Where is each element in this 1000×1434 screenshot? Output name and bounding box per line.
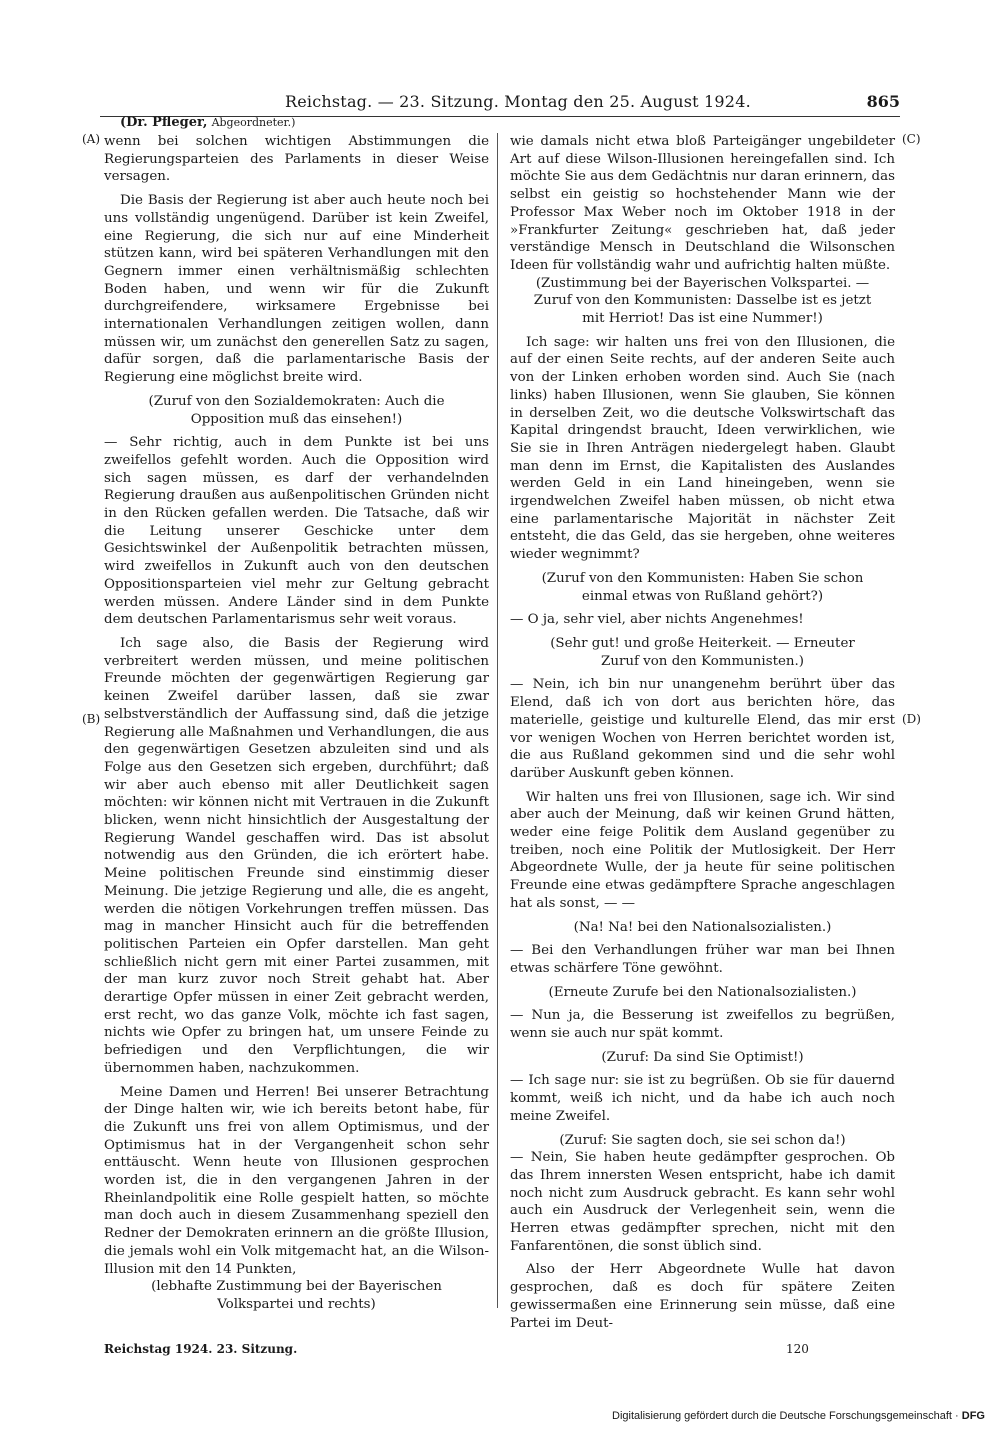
- paragraph: — Sehr richtig, auch in dem Punkte ist bei uns zweifellos gefehlt worden. Auch die Opposition wird sich sagen müssen, es darf der verhandelnden Regierung draußen aus außenpolitischen Gründen nicht in den Rücken gefallen werden. Die Tatsache, daß wir die Leitung unserer Geschicke unter dem Gesichtswinkel der Außenpolitik betrachten müssen, wird zweifellos in Zukunft auch von den deutschen Oppositionsparteien viel mehr zur Geltung gebracht werden müssen. Andere Länder sind in dem Punkte dem deutschen Parlamentarismus sehr weit voraus.: [104, 435, 489, 628]
- speaker-role: Abgeordneter.): [211, 116, 296, 129]
- column-divider: [497, 133, 498, 1308]
- paragraph: Ich sage also, die Basis der Regierung wird verbreitert werden müssen, und meine politischen Freunde möchten der gegenwärtigen Regierung gar keinen Zweifel darüber lassen, daß sie zwar selbstverständlich der Auffassung sind, daß die jetzige Regierung alle Maßnahmen und Verhandlungen, die aus den gegenwärtigen Gesetzen abzuleiten sind und als Folge aus den Gesetzen sich ergeben, durchführt; daß wir aber auch ebenso mit aller Deutlichkeit sagen möchten: wir können nicht mit Vertrauen in die Zukunft blicken, wenn nicht hinsichtlich der Ausgestaltung der Regierung Wandel geschaffen wird. Das ist absolut notwendig aus den Gründen, die ich erörtert habe. Meine politischen Freunde sind einstimmig dieser Meinung. Die jetzige Regierung und alle, die es angeht, werden die nötigen Vorkehrungen treffen müssen. Das mag in mancher Hinsicht auch für die betreffenden politischen Parteien ein Opfer darstellen. Man geht schließlich nicht gern mit einer Partei zusammen, mit der man kurz zuvor noch Streit gehabt hat. Aber derartige Opfer müssen in einer Zeit gebracht werden, erst recht, wo das ganze Volk, möchte ich fast sagen, nichts wie Opfer zu bringen hat, um unsere Feinde zu befriedigen und den Verpflichtungen, die wir übernommen haben, nachzukommen.: [104, 635, 489, 1076]
- paragraph: wie damals nicht etwa bloß Parteigänger ungebildeter Art auf diese Wilson-Illusionen hereingefallen sind. Ich möchte Sie aus dem Gedächtnis nur daran erinnern, das selbst ein geistig so hochstehender Mann wie der Professor Max Weber noch im Oktober 1918 in der »Frankfurter Zeitung« geschrieben hat, daß jeder verständige Mensch in Deutschland die Wilsonschen Ideen für vollständig wahr und aufrichtig halten müßte.: [510, 134, 895, 273]
- interjection: (Zuruf von den Sozialdemokraten: Auch die Opposition muß das einsehen!): [148, 393, 445, 427]
- margin-marker-c: (C): [902, 132, 921, 146]
- interjection: (Na! Na! bei den Nationalsozialisten.): [573, 919, 832, 935]
- interjection: (Erneute Zurufe bei den Nationalsozialisten.): [548, 984, 857, 1000]
- speaker-name: (Dr. Pfleger,: [120, 115, 208, 130]
- paragraph: Also der Herr Abgeordnete Wulle hat davon gesprochen, daß es doch für spätere Zeiten gewissermaßen eine Erinnerung sein müsse, daß eine Partei im Deut-: [510, 1262, 895, 1331]
- interjection: (Zuruf: Da sind Sie Optimist!): [601, 1049, 804, 1065]
- dfg-logo: DFG: [961, 1410, 985, 1422]
- paragraph: — O ja, sehr viel, aber nichts Angenehmes!: [510, 612, 804, 628]
- margin-marker-a: (A): [82, 132, 101, 146]
- paragraph: wenn bei solchen wichtigen Abstimmungen die Regierungsparteien des Parlaments in dieser Weise versagen.: [104, 134, 489, 185]
- paragraph: Meine Damen und Herren! Bei unserer Betrachtung der Dinge halten wir, wie ich bereits betont habe, für die Zukunft uns frei von allem Optimismus, und der Optimismus hat in der Vergangenheit schon sehr enttäuscht. Wenn heute von Illusionen gesprochen worden ist, die in den vergangenen Jahren in der Rheinlandpolitik eine Rolle gespielt hatten, so möchte man doch auch in diesem Zusammenhang speziell den Redner der Demokraten erinnern an die größte Illusion, die jemals wohl ein Volk mitgemacht hat, an die Wilson-Illusion mit den 14 Punkten,: [104, 1084, 489, 1277]
- right-column: [510, 133, 895, 1332]
- paragraph: — Ich sage nur: sie ist zu begrüßen. Ob sie für dauernd kommt, weiß ich nicht, und da habe ich auch noch meine Zweifel.: [510, 1073, 895, 1124]
- speaker-line: [120, 115, 295, 130]
- interjection: (Zuruf von den Kommunisten: Haben Sie schon einmal etwas von Rußland gehört?): [541, 570, 864, 604]
- left-column: [104, 133, 489, 1314]
- credit-text: Digitalisierung gefördert durch die Deutsche Forschungsgemeinschaft ·: [612, 1410, 959, 1422]
- margin-marker-d: (D): [902, 712, 921, 726]
- interjection: (lebhafte Zustimmung bei der Bayerischen Volkspartei und rechts): [151, 1279, 442, 1312]
- footer-signature: 120: [786, 1342, 809, 1356]
- margin-marker-b: (B): [82, 712, 101, 726]
- interjection: (Zuruf: Sie sagten doch, sie sei schon da!): [559, 1132, 846, 1148]
- footer-session: Reichstag 1924. 23. Sitzung.: [104, 1342, 298, 1356]
- paragraph: — Nein, Sie haben heute gedämpfter gesprochen. Ob das Ihrem innersten Wesen entspricht, habe ich damit noch nicht zum Ausdruck gebracht. Es kann sehr wohl auch ein Ausdruck der Verlegenheit sein, wenn die Herren etwas gedämpfter sprechen, nicht mit den Fanfarentönen, die sonst üblich sind.: [510, 1150, 895, 1254]
- paragraph: Wir halten uns frei von Illusionen, sage ich. Wir sind aber auch der Meinung, daß wir keinen Grund hätten, weder eine feige Politik dem Ausland gegenüber zu treiben, noch eine Politik der Mutlosigkeit. Der Herr Abgeordnete Wulle, der ja heute für seine politischen Freunde eine etwas gedämpftere Sprache angeschlagen hat als sonst, — —: [510, 789, 895, 911]
- paragraph: — Bei den Verhandlungen früher war man bei Ihnen etwas schärfere Töne gewöhnt.: [510, 943, 895, 976]
- page-title: Reichstag. — 23. Sitzung. Montag den 25. August 1924.: [285, 92, 751, 111]
- paragraph: — Nun ja, die Besserung ist zweifellos zu begrüßen, wenn sie auch nur spät kommt.: [510, 1008, 895, 1042]
- interjection: (Sehr gut! und große Heiterkeit. — Erneuter Zuruf von den Kommunisten.): [550, 635, 855, 669]
- paragraph: — Nein, ich bin nur unangenehm berührt über das Elend, daß ich von dort aus berichten höre, das materielle, geistige und kulturelle Elend, das mir erst vor wenigen Wochen von Herren berichtet worden ist, die aus Rußland gekommen sind und die sehr wohl darüber Auskunft geben können.: [510, 677, 895, 781]
- digitization-credit: [612, 1410, 985, 1422]
- paragraph: Die Basis der Regierung ist aber auch heute noch bei uns vollständig ungenügend. Darüber ist kein Zweifel, eine Regierung, die sich nur auf eine Minderheit stützen kann, wird bei späteren Verhandlungen mit den Gegnern immer einen verhältnismäßig schlechten Boden haben, und wenn wir für die Zukunft durchgreifendere, wirksamere Ergebnisse bei internationalen Verhandlungen zeitigen wollen, dann müssen wir, um zunächst den generellen Satz zu sagen, dafür sorgen, daß die parlamentarische Basis der Regierung eine möglichst breite wird.: [104, 193, 489, 386]
- page-header: [100, 90, 900, 118]
- paragraph: Ich sage: wir halten uns frei von den Illusionen, die auf der einen Seite rechts, auf der anderen Seite auch von der Linken erhoben worden sind. Auch Sie (nach links) haben Illusionen, wenn Sie glauben, Sie können in derselben Zeit, wo die deutsche Volkswirtschaft das Kapital dringendst braucht, Ideen verwirklichen, wie Sie sie in Ihren Anträgen niedergelegt haben. Glaubt man denn im Ernst, die Kapitalisten des Auslandes werden Geld in ein Land hineingeben, wenn sie irgendwelchen Zweifel haben müssen, ob nicht etwa eine parlamentarische Majorität in nächster Zeit entsteht, die das Geld, das sie hergeben, ohne weiteres wieder wegnimmt?: [510, 334, 895, 563]
- interjection: (Zustimmung bei der Bayerischen Volkspartei. — Zuruf von den Kommunisten: Dasselbe ist es jetzt mit Herriot! Das ist eine Nummer!): [533, 275, 872, 327]
- page-number: 865: [866, 92, 900, 111]
